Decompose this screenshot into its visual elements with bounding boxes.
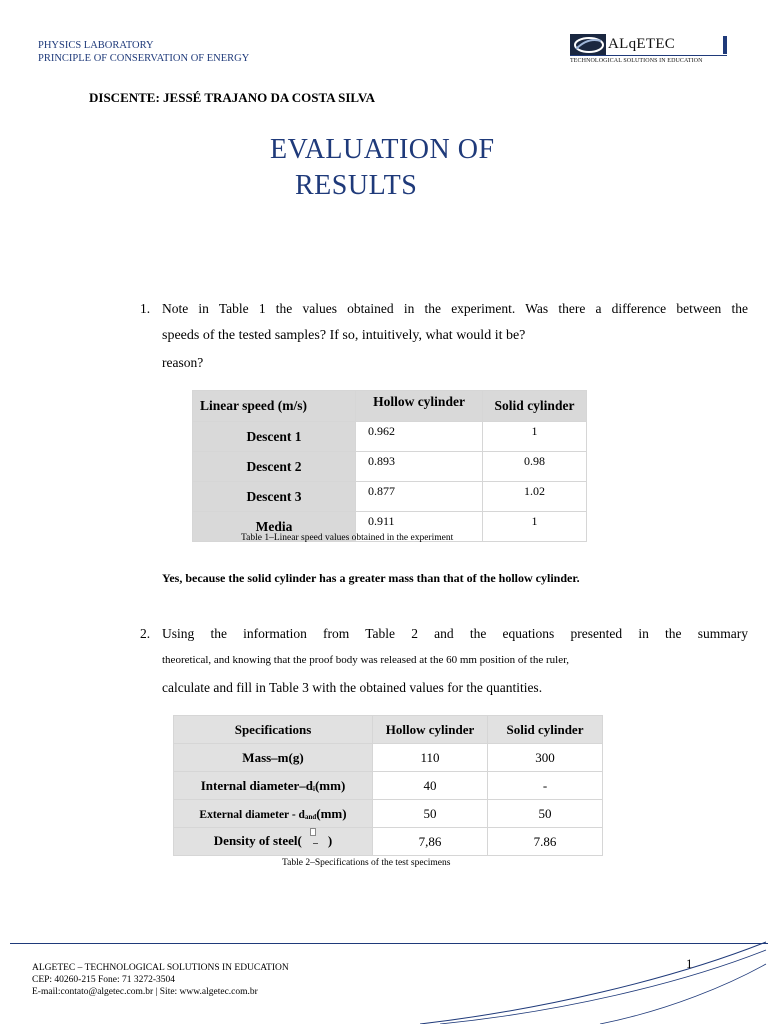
table-header-row (193, 391, 587, 422)
footer-swoosh-decoration (420, 940, 768, 1024)
logo-text: ALqETEC (608, 36, 676, 52)
table-2-caption: Table 2–Specifications of the test specimens (282, 858, 451, 868)
table-cell: 7.86 (488, 828, 603, 856)
row-label (174, 828, 373, 856)
question-2-line3: calculate and fill in Table 3 with the obtained values for the quantities. (162, 680, 543, 695)
row-label-subscript: and (304, 812, 317, 821)
footer-company: ALGETEC – TECHNOLOGICAL SOLUTIONS IN EDUCATION (32, 963, 289, 973)
table-specifications (173, 715, 603, 856)
table-cell: 0.877 (356, 482, 483, 512)
table-row (193, 422, 587, 452)
row-label (174, 772, 373, 800)
row-label: Descent 3 (193, 482, 356, 512)
row-label: Descent 2 (193, 452, 356, 482)
row-label: Descent 1 (193, 422, 356, 452)
table-cell: 50 (488, 800, 603, 828)
algetec-logo (570, 34, 728, 70)
logo-mark-icon (570, 34, 606, 56)
answer-1: Yes, because the solid cylinder has a greater mass than that of the hollow cylinder. (162, 571, 580, 585)
table-cell: 0.893 (356, 452, 483, 482)
logo-accent (723, 36, 727, 54)
table-cell: 0.911 (356, 512, 483, 542)
table-cell: 300 (488, 744, 603, 772)
table-row (174, 800, 603, 828)
table-header-row (174, 716, 603, 744)
header-lab: PHYSICS LABORATORY (38, 40, 154, 51)
logo-divider (570, 55, 727, 56)
question-2-line1: Using the information from Table 2 and the equations presented in the summary (162, 626, 748, 641)
page-number: 1 (686, 956, 693, 971)
student-name: DISCENTE: JESSÉ TRAJANO DA COSTA SILVA (89, 90, 375, 105)
row-label: Mass–m(g) (174, 744, 373, 772)
footer-contact: E-mail:contato@algetec.com.br | Site: www.algetec.com.br (32, 987, 258, 997)
table-header-cell: Hollow cylinder (373, 716, 488, 744)
row-label (174, 800, 373, 828)
question-1-line2: speeds of the tested samples? If so, intuitively, what would it be? (162, 328, 526, 343)
question-1-line3: reason? (162, 355, 204, 370)
table-cell: 1.02 (483, 482, 587, 512)
table-header-cell: Solid cylinder (488, 716, 603, 744)
logo-tagline: TECHNOLOGICAL SOLUTIONS IN EDUCATION (570, 58, 703, 64)
question-2-number: 2. (140, 626, 151, 641)
page-title-line2: RESULTS (295, 170, 418, 201)
table-cell: 7,86 (373, 828, 488, 856)
table-cell: 0.962 (356, 422, 483, 452)
question-1-line1: Note in Table 1 the values obtained in the experiment. Was there a difference between the (162, 301, 748, 316)
question-2-line2: theoretical, and knowing that the proof body was released at the 60 mm position of the ruler, (162, 654, 570, 666)
table-header-cell: Solid cylinder (483, 391, 587, 422)
row-label-unit: (mm) (314, 777, 346, 793)
table-cell: 0.98 (483, 452, 587, 482)
row-label-close: ) (327, 833, 333, 849)
page-title-line1: EVALUATION OF (270, 134, 495, 165)
row-label-subscript: i (313, 784, 315, 793)
row-label-text: Density of steel( (213, 833, 302, 849)
row-label-unit: (mm) (316, 805, 347, 821)
density-unit-icon (302, 836, 328, 850)
table-row (174, 828, 603, 856)
question-1-number: 1. (140, 301, 151, 316)
table-cell: - (488, 772, 603, 800)
row-label: Media (193, 512, 356, 542)
table-row (193, 452, 587, 482)
footer-address: CEP: 40260-215 Fone: 71 3272-3504 (32, 975, 176, 985)
table-cell: 50 (373, 800, 488, 828)
table-header-cell: Linear speed (m/s) (193, 391, 356, 422)
header-subject: PRINCIPLE OF CONSERVATION OF ENERGY (38, 53, 250, 64)
table-cell: 1 (483, 512, 587, 542)
table-cell: 1 (483, 422, 587, 452)
table-row (193, 482, 587, 512)
table-cell: 110 (373, 744, 488, 772)
table-row (174, 744, 603, 772)
table-row (174, 772, 603, 800)
table-header-cell: Specifications (174, 716, 373, 744)
table-1-caption: Table 1–Linear speed values obtained in the experiment (241, 533, 454, 543)
table-linear-speed (192, 390, 587, 542)
row-label-text: External diameter - d (199, 808, 305, 821)
row-label-text: Internal diameter–d (200, 777, 313, 793)
table-header-cell: Hollow cylinder (356, 391, 483, 422)
table-cell: 40 (373, 772, 488, 800)
